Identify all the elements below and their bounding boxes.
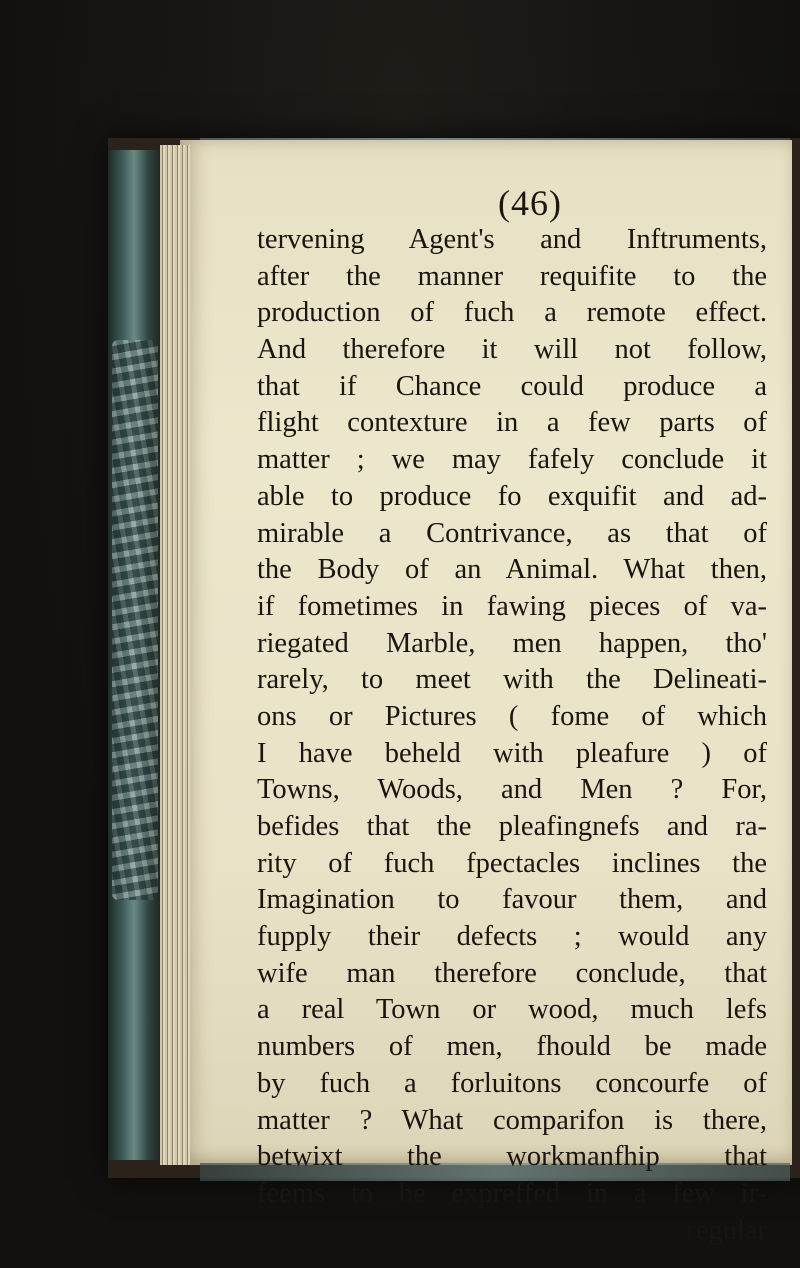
text-line: production of fuch a remote effect. (257, 297, 767, 329)
text-line: mirable a Contrivance, as that of (257, 517, 767, 549)
marbled-pattern (112, 340, 158, 900)
text-line: numbers of men, fhould be made (257, 1031, 767, 1063)
text-line: matter ; we may fafely conclude it (257, 444, 767, 476)
text-line: I have beheld with pleafure ) of (257, 737, 767, 769)
body-text (257, 222, 767, 1249)
text-line: flight contexture in a few parts of (257, 407, 767, 439)
text-line: rity of fuch fpectacles inclines the (257, 847, 767, 879)
catchword: regular (686, 1214, 767, 1246)
text-line: if fometimes in fawing pieces of va- (257, 590, 767, 622)
page-gutter (160, 145, 190, 1165)
text-line: feems to be expreffed in a few ir- (257, 1177, 767, 1209)
text-line: matter ? What comparifon is there, (257, 1104, 767, 1136)
text-line: Imagination to favour them, and (257, 884, 767, 916)
text-line: rarely, to meet with the Delineati- (257, 664, 767, 696)
text-line: And therefore it will not follow, (257, 334, 767, 366)
text-line: a real Town or wood, much lefs (257, 994, 767, 1026)
text-line: befides that the pleafingnefs and ra- (257, 811, 767, 842)
text-line: Towns, Woods, and Men ? For, (257, 774, 767, 806)
text-line: betwixt the workmanfhip that (257, 1141, 767, 1173)
page-number: (46) (498, 183, 562, 223)
text-line: fupply their defects ; would any (257, 921, 767, 953)
text-line: riegated Marble, men happen, tho' (257, 627, 767, 659)
text-line: ons or Pictures ( fome of which (257, 700, 767, 732)
text-line: by fuch a forluitons concourfe of (257, 1067, 767, 1099)
text-line: wife man therefore conclude, that (257, 957, 767, 989)
text-line: after the manner requifite to the (257, 260, 767, 292)
text-line: tervening Agent's and Inftruments, (257, 224, 767, 255)
text-line: able to produce fo exquifit and ad- (257, 480, 767, 512)
text-line: the Body of an Animal. What then, (257, 554, 767, 586)
text-line: that if Chance could produce a (257, 370, 767, 402)
